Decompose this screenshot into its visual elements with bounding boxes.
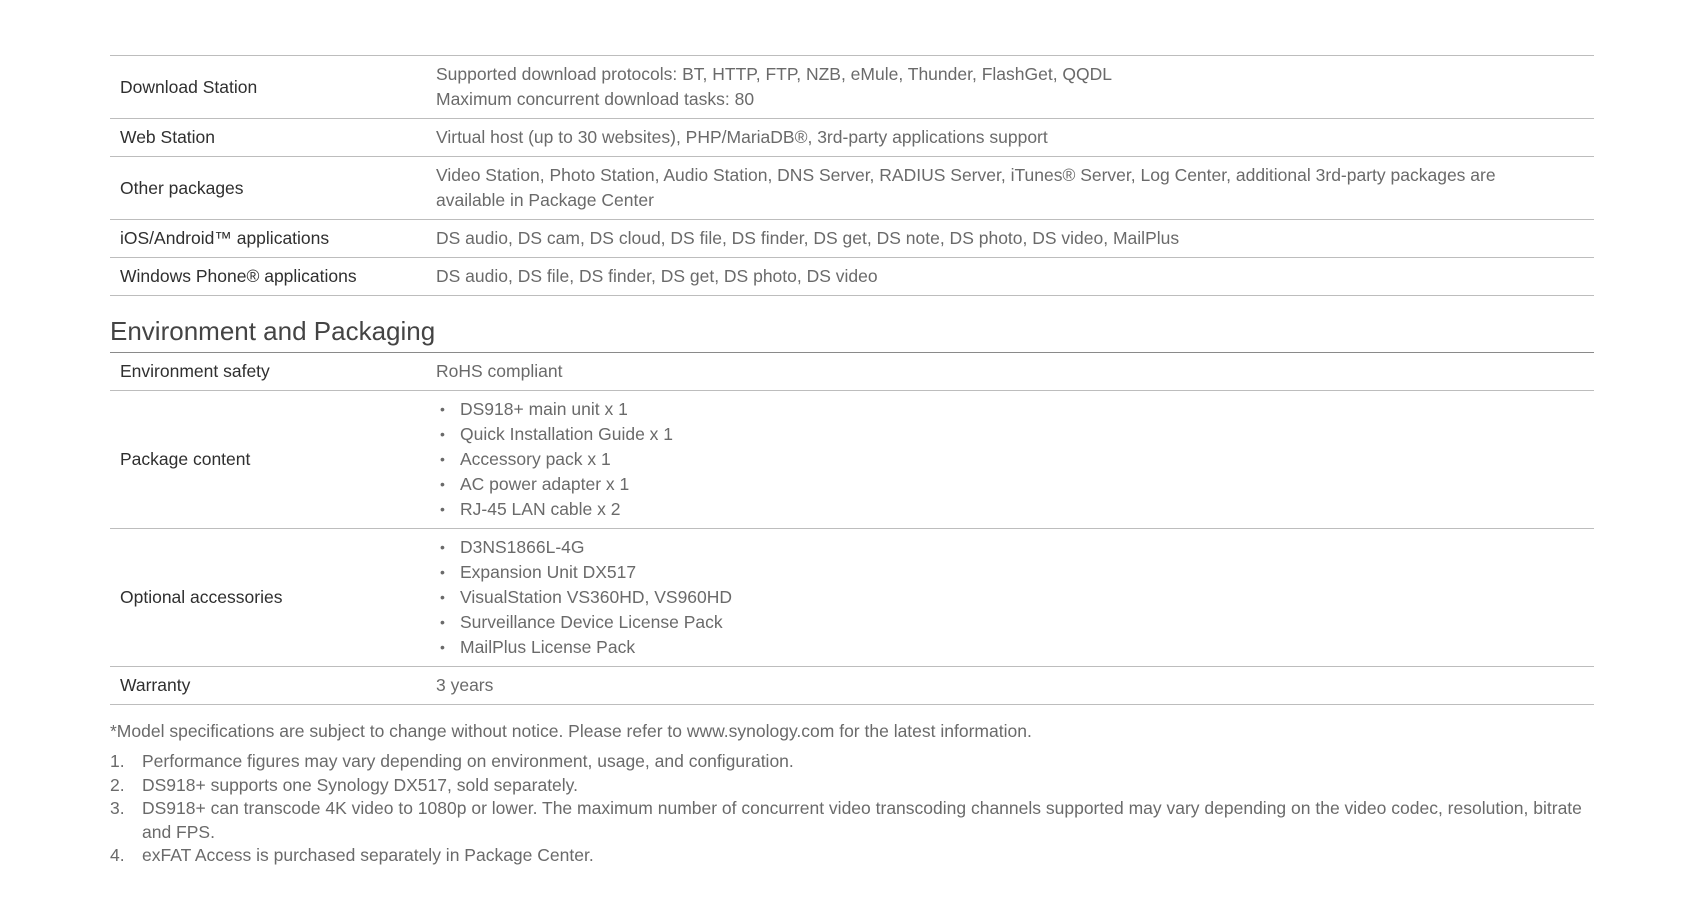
row-label: Package content <box>120 449 251 469</box>
footnote-number: 1. <box>110 751 125 771</box>
row-value <box>426 529 1594 667</box>
software-spec-table <box>110 55 1594 296</box>
row-label: Windows Phone® applications <box>120 266 357 286</box>
row-value <box>426 56 1594 119</box>
list-item: • VisualStation VS360HD, VS960HD <box>436 585 1584 610</box>
value-line: Supported download protocols: BT, HTTP, FTP, NZB, eMule, Thunder, FlashGet, QQDL <box>436 64 1113 84</box>
list-item: • DS918+ main unit x 1 <box>436 397 1584 422</box>
environment-spec-table <box>110 352 1594 705</box>
footnote-text: Performance figures may vary depending on environment, usage, and configuration. <box>142 751 794 771</box>
list-item: • Surveillance Device License Pack <box>436 610 1584 635</box>
list-item: • MailPlus License Pack <box>436 635 1584 660</box>
list-item: • D3NS1866L-4G <box>436 535 1584 560</box>
row-value: 3 years <box>436 675 494 695</box>
footnote-text: exFAT Access is purchased separately in Package Center. <box>142 845 594 865</box>
table-row-web-station <box>110 119 1594 157</box>
row-label: Other packages <box>120 177 244 198</box>
table-row-ios-android-apps <box>110 220 1594 258</box>
row-value <box>426 157 1594 220</box>
table-row-optional-accessories <box>110 529 1594 667</box>
row-label: Web Station <box>120 127 216 147</box>
footnote-item <box>110 750 1594 774</box>
section-title-environment: Environment and Packaging <box>110 316 436 346</box>
table-row-download-station <box>110 56 1594 119</box>
list-item: • AC power adapter x 1 <box>436 472 1584 497</box>
footnote-text: DS918+ supports one Synology DX517, sold separately. <box>142 774 578 795</box>
table-row-windows-phone-apps <box>110 258 1594 296</box>
list-item: • RJ-45 LAN cable x 2 <box>436 497 1584 522</box>
row-label: iOS/Android™ applications <box>120 228 330 248</box>
table-row-package-content <box>110 391 1594 529</box>
row-label: Warranty <box>120 675 191 695</box>
list-item: • Accessory pack x 1 <box>436 447 1584 472</box>
footnote-item <box>110 797 1594 844</box>
row-label: Optional accessories <box>120 587 283 607</box>
row-label: Download Station <box>120 76 258 97</box>
spec-content <box>110 55 1594 868</box>
value-line: Maximum concurrent download tasks: 80 <box>436 89 755 109</box>
footnotes-list <box>110 750 1594 868</box>
package-content-list <box>436 397 1584 522</box>
footnote-number: 4. <box>110 845 125 865</box>
footnote-number: 2. <box>110 774 125 795</box>
row-value <box>426 220 1594 258</box>
table-row-warranty <box>110 667 1594 705</box>
value-line: Video Station, Photo Station, Audio Station, DNS Server, RADIUS Server, iTunes® Server, Log Center, additional 3rd-party packages are <box>436 165 1496 185</box>
value-line: available in Package Center <box>436 190 654 210</box>
row-label: Environment safety <box>120 361 270 381</box>
footnote-number: 3. <box>110 798 125 818</box>
value-line: DS audio, DS cam, DS cloud, DS file, DS finder, DS get, DS note, DS photo, DS video, MailPlus <box>436 228 1180 248</box>
table-row-environment-safety <box>110 353 1594 391</box>
row-value: RoHS compliant <box>436 361 563 381</box>
footnote-text: DS918+ can transcode 4K video to 1080p or lower. The maximum number of concurrent video transcoding channels supported may vary depending on the video codec, resolution, bitrate and FPS. <box>142 798 1582 842</box>
optional-accessories-list <box>436 535 1584 660</box>
table-row-other-packages <box>110 157 1594 220</box>
footnote-item <box>110 844 1594 868</box>
row-value <box>426 119 1594 157</box>
spec-disclaimer: *Model specifications are subject to change without notice. Please refer to www.synology.com for the latest information. <box>110 721 1032 741</box>
row-value <box>426 258 1594 296</box>
value-line: Virtual host (up to 30 websites), PHP/MariaDB®, 3rd-party applications support <box>436 127 1048 147</box>
row-value <box>426 391 1594 529</box>
list-item: • Expansion Unit DX517 <box>436 560 1584 585</box>
footnote-item <box>110 774 1594 798</box>
value-line: DS audio, DS file, DS finder, DS get, DS photo, DS video <box>436 266 878 286</box>
list-item: • Quick Installation Guide x 1 <box>436 422 1584 447</box>
